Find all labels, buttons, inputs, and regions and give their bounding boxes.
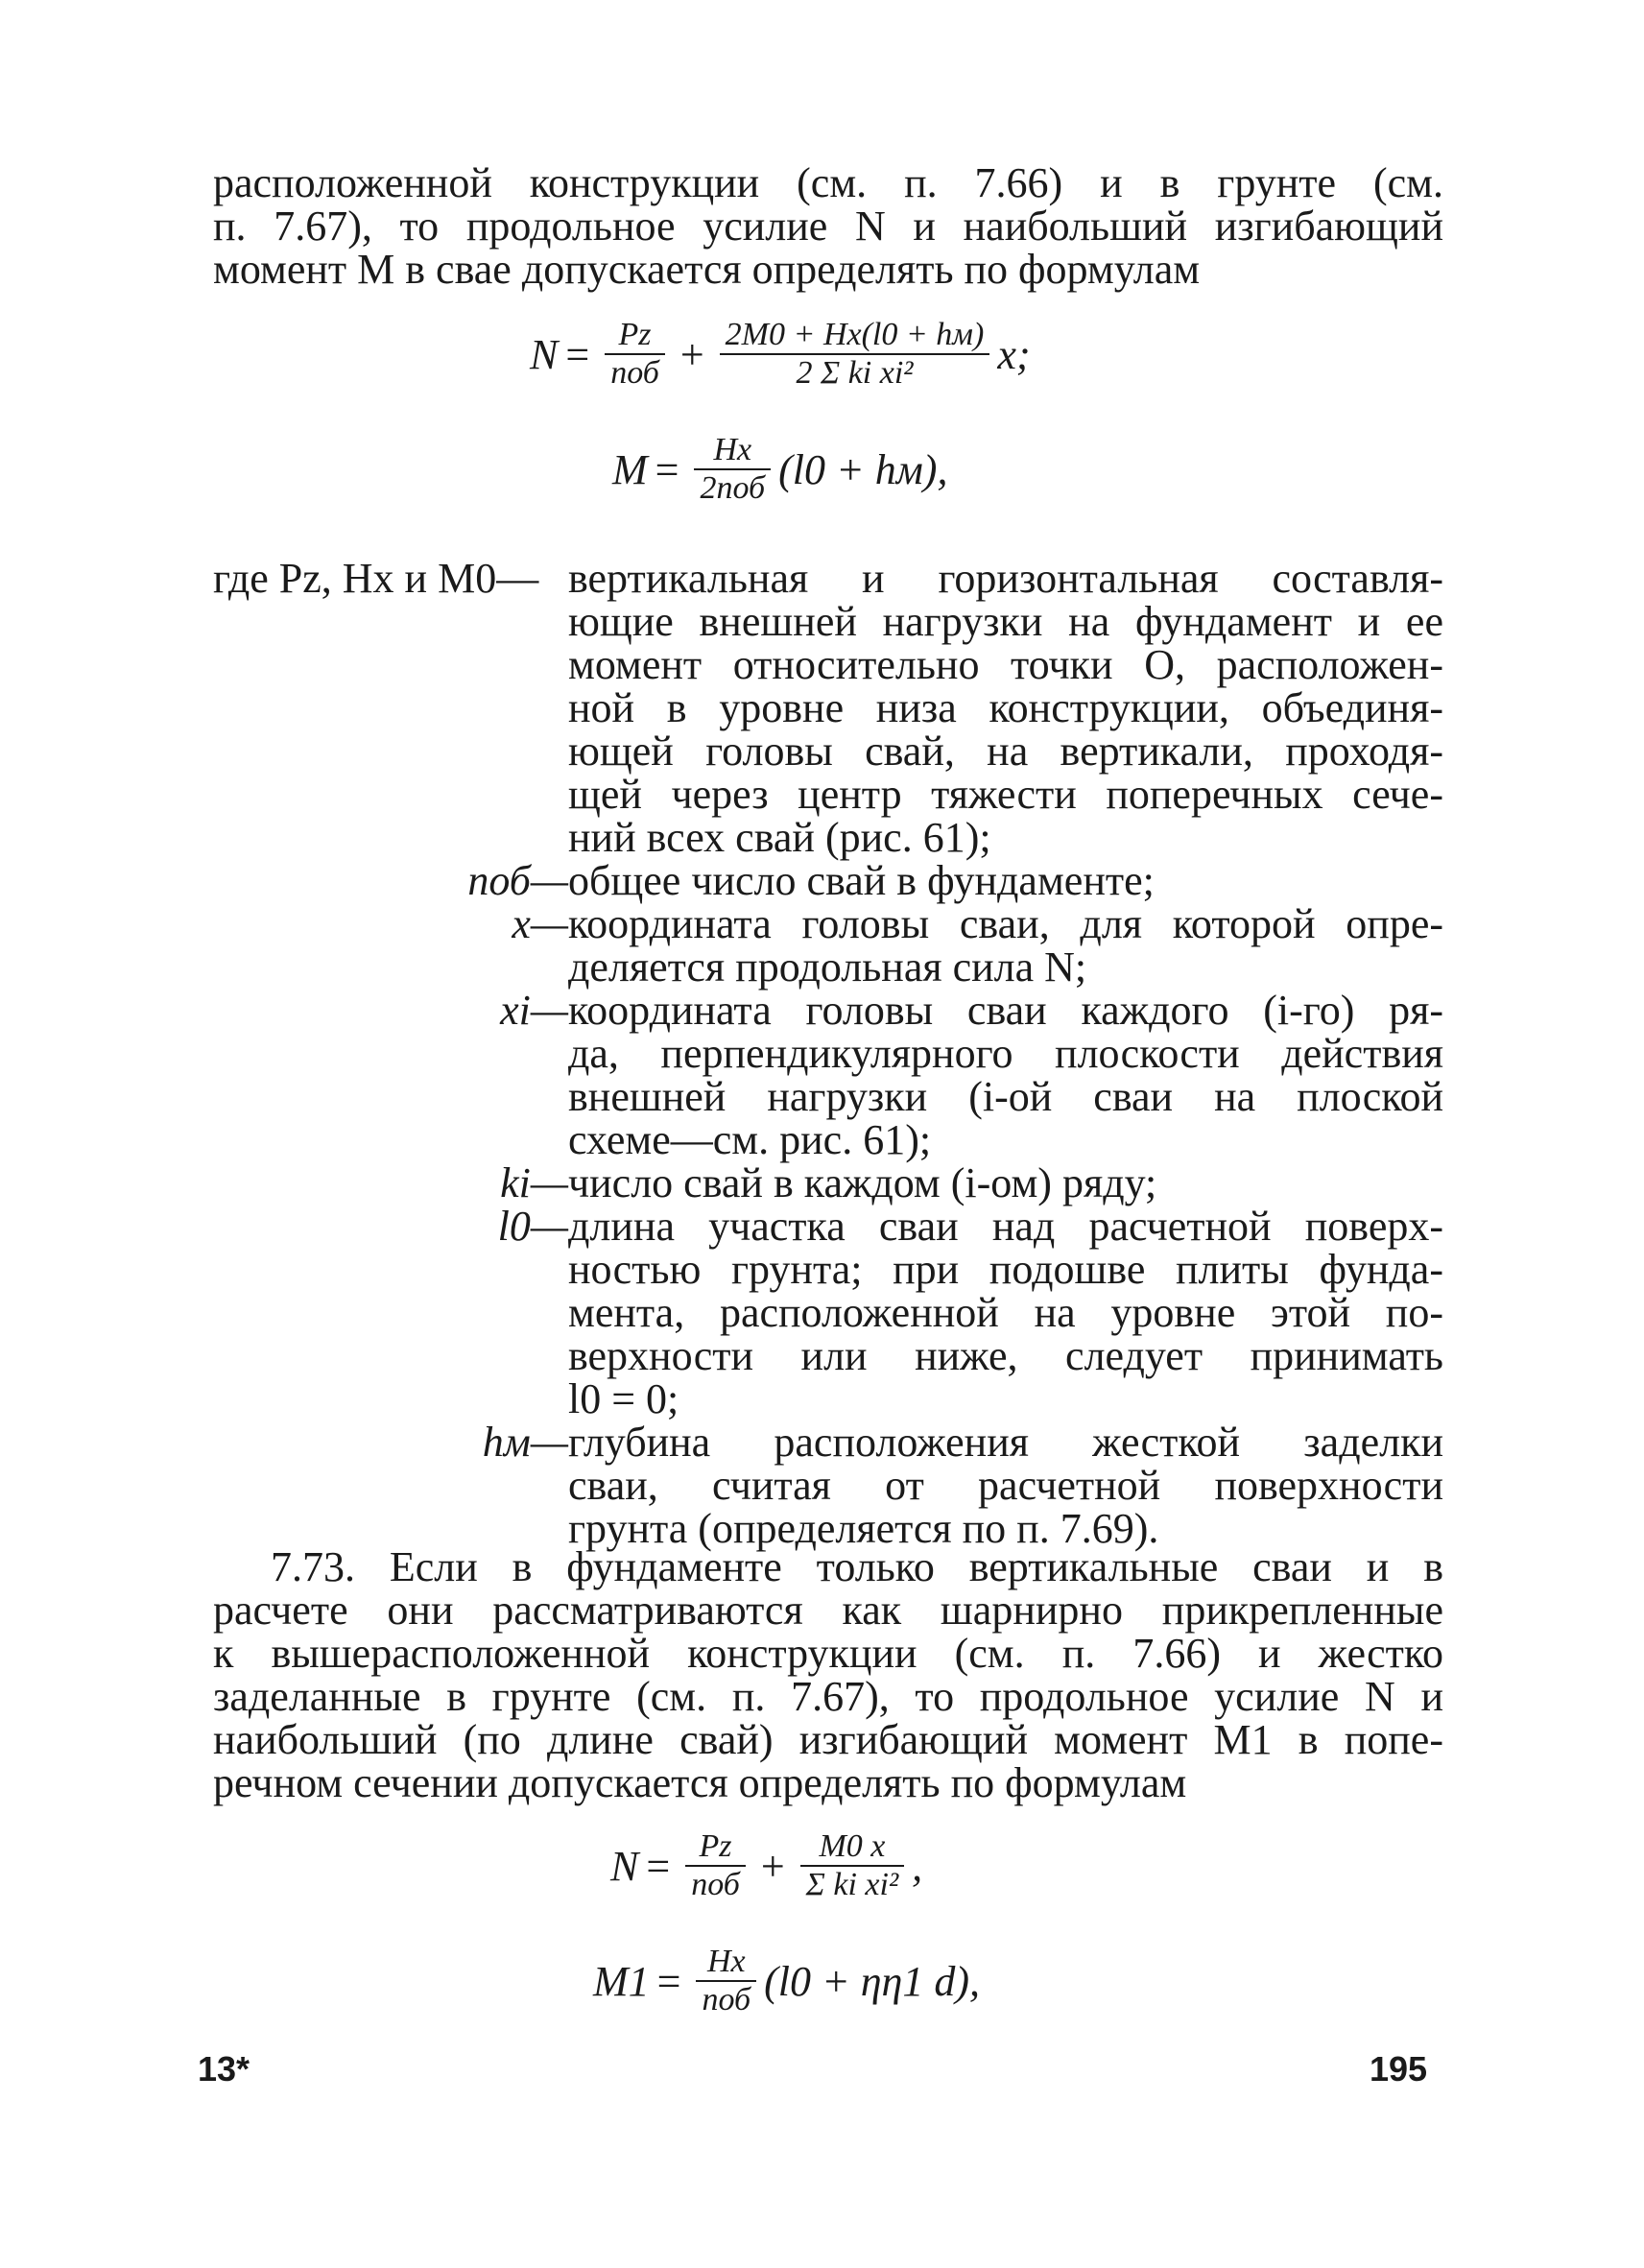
formula-max-moment [593, 1944, 980, 2018]
definition-text [568, 1161, 1443, 1205]
definition-item [213, 859, 1443, 902]
text-line: ющие внешней нагрузки на фундамент и ее [568, 598, 1443, 645]
text-line: речном сечении допускается определять по формулам [213, 1759, 1187, 1806]
text-line: вертикальная и горизонтальная составля- [568, 555, 1443, 602]
fraction [696, 1944, 756, 2018]
formula-axial-force [530, 317, 1031, 392]
formula-lhs: M1 [593, 1957, 650, 2005]
text-line: да, перпендикулярного плоскости действия [568, 1030, 1443, 1077]
text-line: ющей головы свай, на вертикали, проходя- [568, 728, 1443, 775]
fraction-denominator: nоб [610, 355, 659, 391]
text-line: грунта (определяется по п. 7.69). [568, 1505, 1159, 1552]
formula-equals: = [656, 1957, 681, 2005]
definition-item [213, 557, 1443, 859]
definition-term: nоб— [467, 857, 568, 904]
definition-text [568, 902, 1443, 989]
formula-equals: = [655, 445, 679, 493]
formula-equals: = [646, 1842, 671, 1890]
text-line: 7.73. Если в фундаменте только вертикальные сваи и в [271, 1543, 1443, 1590]
definition-item [213, 989, 1443, 1161]
text-line: длина участка сваи над расчетной поверх- [568, 1203, 1443, 1250]
definition-text [568, 557, 1443, 859]
formula-tail: , [912, 1842, 923, 1890]
definition-item [213, 1205, 1443, 1420]
text-line: ностью грунта; при подошве плиты фунда- [568, 1246, 1443, 1293]
text-line: мента, расположенной на уровне этой по- [568, 1289, 1443, 1336]
text-line: ний всех свай (рис. 61); [568, 814, 991, 861]
fraction [720, 317, 990, 392]
text-line: координата головы сваи, для которой опре- [568, 900, 1443, 947]
text-line: общее число свай в фундаменте; [568, 857, 1155, 904]
text-line: число свай в каждом (i-ом) ряду; [568, 1159, 1157, 1206]
fraction [800, 1828, 904, 1903]
text-line: координата головы сваи каждого (i-го) ря- [568, 987, 1443, 1034]
fraction-numerator: 2M0 + Hx(l0 + hм) [725, 317, 985, 352]
text-line: к вышерасположенной конструкции (см. п. 7.66) и жестко [213, 1630, 1443, 1677]
definition-term: где Pz, Hx и M0— [213, 555, 539, 602]
fraction [685, 1828, 746, 1903]
text-line: глубина расположения жесткой заделки [568, 1419, 1443, 1466]
fraction-numerator: M0 x [819, 1828, 886, 1864]
fraction-denominator: nоб [691, 1867, 740, 1902]
formula-tail: x; [997, 330, 1031, 378]
fraction-numerator: Pz [618, 317, 652, 352]
text-line: схеме—см. рис. 61); [568, 1116, 932, 1163]
formula-equals: = [565, 330, 590, 378]
fraction-denominator: Σ ki xi² [805, 1867, 899, 1902]
formula-tail: (l0 + ηη1 d), [764, 1957, 981, 2005]
formula-lhs: N [530, 330, 559, 378]
definition-term: xi— [500, 987, 568, 1034]
text-line: заделанные в грунте (см. п. 7.67), то продольное усилие N и [213, 1673, 1443, 1720]
definition-term: x— [512, 900, 568, 947]
formula-plus: + [760, 1842, 785, 1890]
text-line: момент M в свае допускается определять по формулам [213, 246, 1201, 293]
formula-lhs: M [612, 445, 648, 493]
paragraph-section-7-73 [213, 1545, 1443, 1804]
fraction-denominator: 2 Σ ki xi² [796, 355, 914, 391]
formula-axial-force-hinged [610, 1828, 922, 1903]
formula-tail: (l0 + hм), [778, 445, 948, 493]
fraction-numerator: Hx [713, 432, 752, 467]
text-line: сваи, считая от расчетной поверхности [568, 1462, 1443, 1509]
text-line: щей через центр тяжести поперечных сече- [568, 771, 1443, 818]
fraction [605, 317, 665, 392]
definition-term: l0— [497, 1203, 568, 1250]
fraction [694, 432, 771, 507]
fraction-denominator: 2nоб [700, 470, 766, 506]
definition-text [568, 1420, 1443, 1550]
paragraph-intro [213, 161, 1443, 291]
text-line: расположенной конструкции (см. п. 7.66) и в грунте (см. [213, 159, 1443, 206]
text-line: момент относительно точки O, расположен- [568, 641, 1443, 688]
definition-term: hм— [482, 1419, 568, 1466]
text-line: деляется продольная сила N; [568, 943, 1087, 991]
definition-item [213, 1420, 1443, 1550]
formula-lhs: N [610, 1842, 639, 1890]
definition-text [568, 989, 1443, 1161]
definition-text [568, 859, 1443, 902]
page-number: 195 [1370, 2049, 1428, 2089]
fraction-denominator: nоб [702, 1982, 751, 2017]
text-line: п. 7.67), то продольное усилие N и наибольший изгибающий [213, 203, 1443, 250]
formula-plus: + [679, 330, 704, 378]
fraction-numerator: Pz [699, 1828, 732, 1864]
definition-term: ki— [500, 1159, 568, 1206]
definitions-list [213, 557, 1443, 1550]
signature-mark: 13* [198, 2049, 250, 2089]
definition-item [213, 902, 1443, 989]
text-line: расчете они рассматриваются как шарнирно прикрепленные [213, 1587, 1443, 1634]
text-line: наибольший (по длине свай) изгибающий момент M1 в попе- [213, 1716, 1443, 1763]
definition-item [213, 1161, 1443, 1205]
formula-bending-moment [612, 432, 947, 507]
definition-text [568, 1205, 1443, 1420]
text-line: верхности или ниже, следует принимать [568, 1332, 1443, 1379]
text-line: внешней нагрузки (i-ой сваи на плоской [568, 1073, 1443, 1120]
fraction-numerator: Hx [706, 1944, 746, 1979]
text-line: l0 = 0; [568, 1375, 679, 1422]
text-line: ной в уровне низа конструкции, объединя- [568, 684, 1443, 731]
